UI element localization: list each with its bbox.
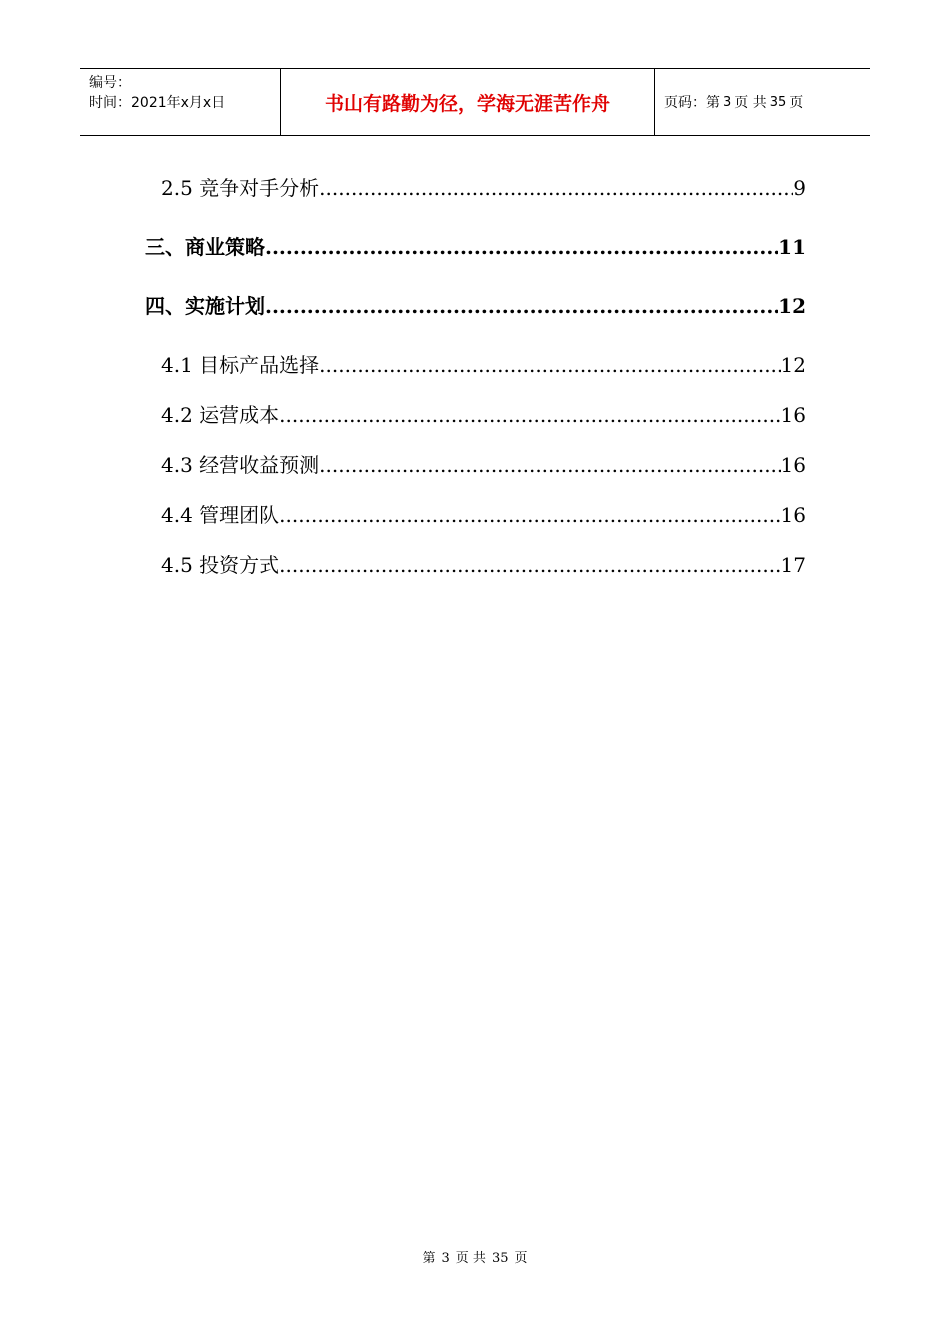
toc-entry-page: 11 [778, 235, 806, 259]
page-prefix: 页码：第 [664, 95, 720, 111]
footer-total: 35 [491, 1251, 509, 1266]
toc-entry-label: 4.1 目标产品选择 [161, 353, 320, 377]
header-motto: 书山有路勤为径，学海无涯苦作舟 [281, 69, 655, 135]
page-footer [0, 1247, 950, 1266]
toc-leader-dots [265, 294, 778, 318]
toc-entry-label: 4.4 管理团队 [161, 503, 280, 527]
page-total: 35 [769, 94, 787, 110]
header-info-cell [80, 69, 281, 135]
toc-entry-label: 三、商业策略 [145, 235, 265, 259]
toc-entry-2-5[interactable] [161, 172, 806, 201]
toc-leader-dots [319, 176, 793, 200]
toc-leader-dots [279, 553, 780, 577]
footer-prefix: 第 [422, 1251, 436, 1266]
toc-entry-page: 12 [778, 294, 806, 318]
page-mid: 页 共 [734, 95, 767, 111]
toc-entry-4-1[interactable] [161, 349, 806, 378]
toc-entry-label: 4.5 投资方式 [161, 553, 280, 577]
toc-leader-dots [319, 353, 780, 377]
page-current: 3 [723, 94, 732, 110]
toc-entry-page: 9 [793, 176, 806, 200]
serial-number-label: 编号： [89, 75, 131, 91]
footer-mid: 页 共 [455, 1251, 486, 1266]
toc-entry-page: 12 [780, 353, 806, 377]
toc-entry-page: 16 [780, 503, 806, 527]
page-suffix: 页 [789, 95, 804, 111]
toc-entry-section-4[interactable] [145, 290, 806, 319]
date-line: 时间：2021年x月x日 [89, 95, 226, 111]
toc-entry-page: 16 [780, 403, 806, 427]
toc-entry-4-5[interactable] [161, 549, 806, 578]
toc-entry-4-3[interactable] [161, 449, 806, 478]
toc-entry-label: 四、实施计划 [145, 294, 265, 318]
toc-leader-dots [279, 503, 780, 527]
toc-entry-page: 16 [780, 453, 806, 477]
toc-entry-label: 4.3 经营收益预测 [161, 453, 320, 477]
toc-entry-4-2[interactable] [161, 399, 806, 428]
toc-leader-dots [319, 453, 780, 477]
toc-leader-dots [265, 235, 778, 259]
footer-current: 3 [441, 1251, 450, 1266]
page-header [80, 68, 870, 136]
toc-leader-dots [279, 403, 780, 427]
header-page-info [655, 69, 870, 135]
toc-entry-label: 4.2 运营成本 [161, 403, 280, 427]
toc-entry-label: 2.5 竞争对手分析 [161, 176, 320, 200]
toc-entry-section-3[interactable] [145, 231, 806, 260]
footer-suffix: 页 [514, 1251, 528, 1266]
toc-entry-page: 17 [780, 553, 806, 577]
toc-entry-4-4[interactable] [161, 499, 806, 528]
